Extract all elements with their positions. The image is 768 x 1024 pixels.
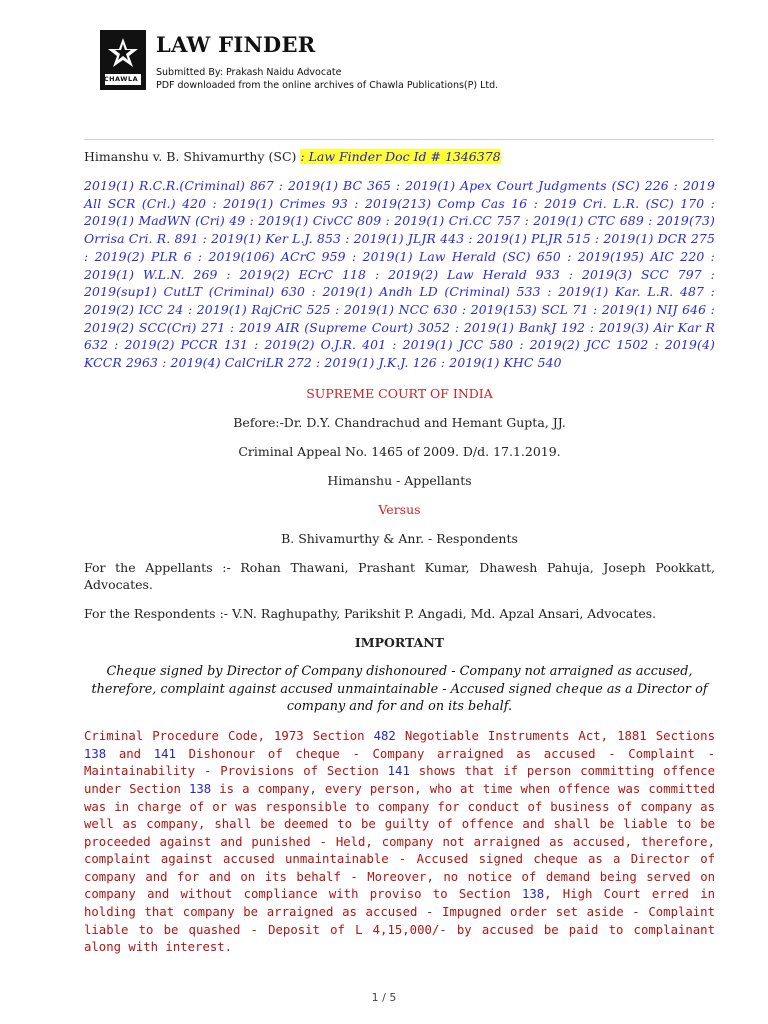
section-link[interactable]: 141 — [387, 764, 410, 779]
para-text: Negotiable Instruments Act, 1881 Sections — [395, 729, 715, 744]
headnote: Cheque signed by Director of Company dishonoured - Company not arraigned as accused, therefore, complaint against accused unmaintainable - Accused signed cheque as a Director of company and for and on its behalf. — [91, 663, 708, 715]
brand-title: LAW FINDER — [156, 32, 316, 57]
case-number: Criminal Appeal No. 1465 of 2009. D/d. 17.1.2019. — [238, 443, 561, 459]
doc-title — [84, 148, 715, 165]
appellants-counsel: For the Appellants :- Rohan Thawani, Prashant Kumar, Dhawesh Pahuja, Joseph Pookkatt, Advocates. — [84, 559, 715, 592]
bench: Before:-Dr. D.Y. Chandrachud and Hemant Gupta, JJ. — [233, 414, 566, 430]
case-title: Himanshu v. B. Shivamurthy (SC) — [84, 149, 297, 164]
downloaded-from: PDF downloaded from the online archives of Chawla Publications(P) Ltd. — [156, 80, 499, 91]
para-text: , High Court erred in holding that company be arraigned as accused - Impugned order set aside - Complaint liable to be quashed - Deposit of L 4,15,000/- by accused be paid to complainant along with interest. — [84, 887, 715, 955]
section-link[interactable]: 141 — [153, 746, 176, 761]
document-body — [84, 148, 715, 957]
citations-block: 2019(1) R.C.R.(Criminal) 867 : 2019(1) BC 365 : 2019(1) Apex Court Judgments (SC) 226 : 2019 All SCR (Crl.) 420 : 2019(1) Crimes 93 : 2019(213) Comp Cas 16 : 2019 Cri. L.R. (SC) 170 : 2019(1) MadWN (Cri) 49 : 2019(1) CivCC 809 : 2019(1) Cri.CC 757 : 2019(1) CTC 689 : 2019(73) Orrisa Cri. R. 891 : 2019(1) Ker L.J. 853 : 2019(1) JLJR 443 : 2019(1) PLJR 515 : 2019(1) DCR 275 : 2019(2) PLR 6 : 2019(106) ACrC 959 : 2019(1) Law Herald (SC) 650 : 2019(195) AIC 220 : 2019(1) W.L.N. 269 : 2019(2) ECrC 118 : 2019(2) Law Herald 933 : 2019(3) SCC 797 : 2019(sup1) CutLT (Criminal) 630 : 2019(1) Andh LD (Criminal) 533 : 2019(1) Kar. L.R. 487 : 2019(2) ICC 24 : 2019(1) RajCriC 525 : 2019(1) NCC 630 : 2019(153) SCL 71 : 2019(1) NIJ 646 : 2019(2) SCC(Cri) 271 : 2019 AIR (Supreme Court) 3052 : 2019(1) BankJ 192 : 2019(3) Air Kar R 632 : 2019(2) PCCR 131 : 2019(2) O.J.R. 401 : 2019(1) JCC 580 : 2019(2) JCC 1502 : 2019(4) KCCR 2963 : 2019(4) CalCriLR 272 : 2019(1) J.K.J. 126 : 2019(1) KHC 540 — [84, 178, 715, 371]
doc-id-highlight: : Law Finder Doc Id # 1346378 — [300, 149, 501, 164]
respondents-counsel: For the Respondents :- V.N. Raghupathy, Parikshit P. Angadi, Md. Apzal Ansari, Advocates. — [84, 605, 657, 621]
respondent: B. Shivamurthy & Anr. - Respondents — [281, 530, 518, 546]
court-name: SUPREME COURT OF INDIA — [306, 385, 493, 401]
important-heading: IMPORTANT — [354, 634, 445, 650]
versus: Versus — [378, 501, 421, 517]
divider — [84, 139, 714, 140]
logo-label: CHAWLA — [103, 75, 139, 83]
headnote-paragraph — [84, 728, 715, 957]
para-text: shows that if person committing offence under Section — [84, 764, 715, 796]
appellant: Himanshu - Appellants — [327, 472, 472, 488]
section-link[interactable]: 138 — [84, 746, 107, 761]
section-link[interactable]: 482 — [373, 729, 396, 744]
submitted-by: Submitted By: Prakash Naidu Advocate — [156, 67, 342, 78]
section-link[interactable]: 138 — [188, 781, 212, 796]
para-text: is a company, every person, who at time when offence was committed was in charge of or was responsible to company for conduct of business of company as well as company, shall be deemed to be guilty of offence and shall be liable to be proceeded against and punished - Held, company not arraigned as accused, therefore, complaint against accused unmaintainable - Accused signed cheque as a Director of company and for and on its behalf - Moreover, no notice of demand being served on company and without compliance with proviso to Section — [84, 781, 715, 902]
para-text: Dishonour of cheque - Company arraigned as accused - Complaint - Maintainability - Provisions of Section — [84, 746, 715, 779]
document-header — [100, 30, 740, 92]
para-text: and — [106, 746, 154, 761]
page-number: 1 / 5 — [371, 991, 397, 1004]
para-text: Criminal Procedure Code, 1973 Section — [84, 729, 374, 744]
section-link[interactable]: 138 — [521, 887, 545, 902]
